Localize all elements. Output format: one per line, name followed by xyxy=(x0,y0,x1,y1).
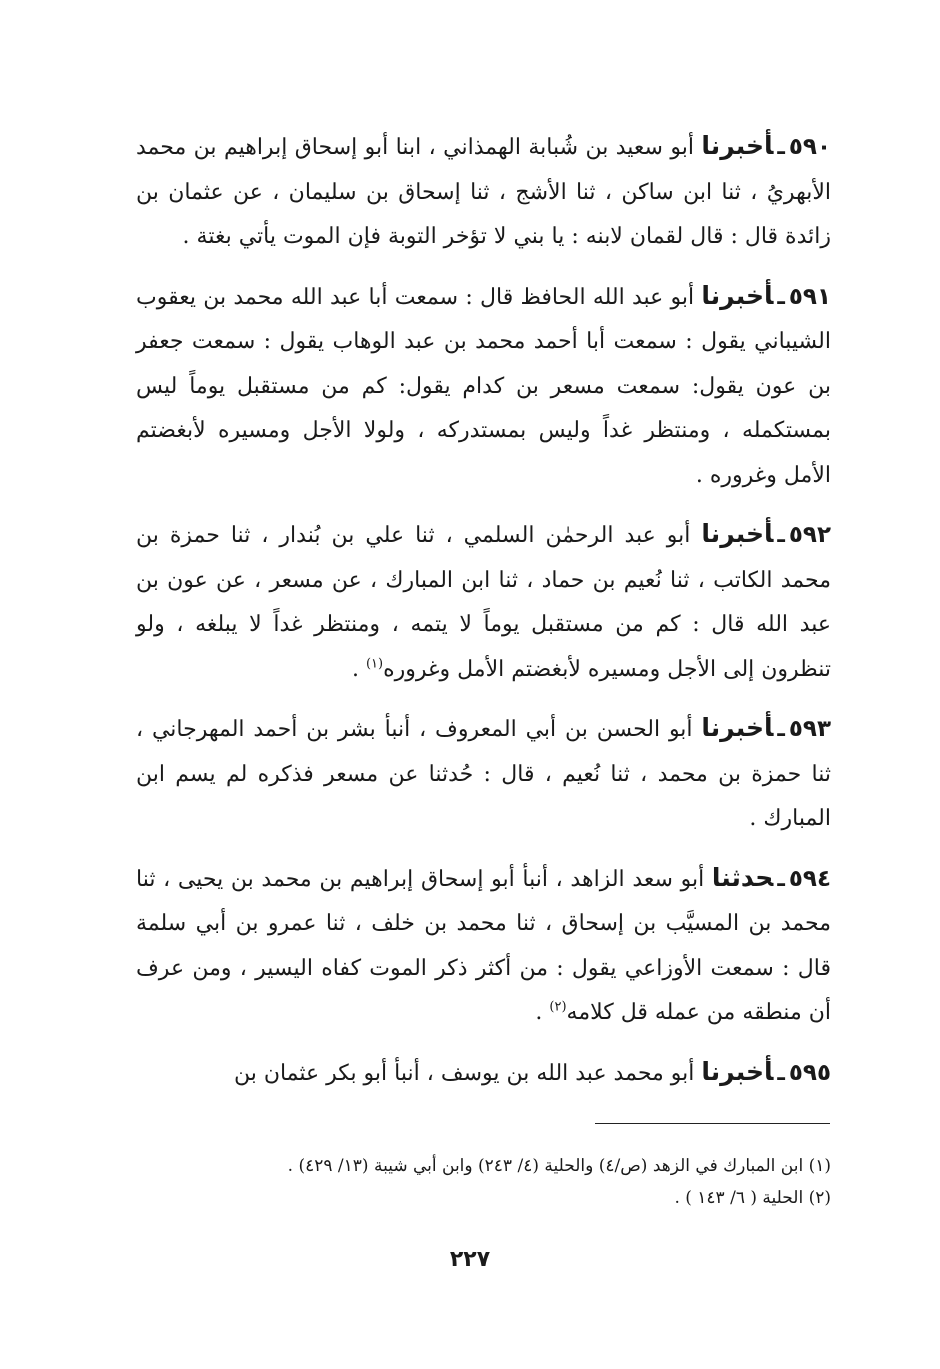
entry-dash: ـ xyxy=(777,717,785,742)
entry-text: أبو سعيد بن شُبابة الهمذاني ، ابنا أبو إسحاق إبراهيم بن محمد الأبهريُ ، ثنا ابن ساكن ، ثنا الأشج ، ثنا إسحاق بن سليمان ، عن عثمان بن زائدة قال : قال لقمان لابنه : يا بني لا تؤخر التوبة فإن الموت يأتي بغتة . xyxy=(136,135,831,249)
entry-592 xyxy=(136,512,831,692)
entry-text: أبو الحسن بن أبي المعروف ، أنبأ بشر بن أحمد المهرجاني ، ثنا حمزة بن محمد ، ثنا نُعيم ، قال : حُدثنا عن مسعر فذكره لم يسم ابن المبارك . xyxy=(136,717,831,831)
entry-keyword: أخبرنا xyxy=(701,131,774,160)
footnote-divider xyxy=(595,1123,830,1124)
entry-dash: ـ xyxy=(777,135,785,160)
entry-number: ٥٩٣ xyxy=(788,716,831,742)
entry-594 xyxy=(136,856,831,1036)
footnote-reference: (١) xyxy=(365,656,384,672)
footnote-1: (١) ابن المبارك في الزهد (ص/٤) والحلية (٤/ ٢٤٣) وابن أبي شيبة (١٣/ ٤٢٩) . xyxy=(287,1156,831,1176)
entry-595 xyxy=(136,1050,831,1097)
entry-number: ٥٩٠ xyxy=(788,134,832,160)
entry-number: ٥٩٤ xyxy=(788,865,831,892)
entry-dash: ـ xyxy=(777,866,785,892)
entry-number: ٥٩٢ xyxy=(788,522,832,548)
entry-590 xyxy=(136,124,831,260)
entry-keyword: أخبرنا xyxy=(701,519,774,548)
entry-text: أبو عبد الرحمٰن السلمي ، ثنا علي بن بُندار ، ثنا حمزة بن محمد الكاتب ، ثنا نُعيم بن حماد ، ثنا ابن المبارك ، عن مسعر ، عن عون بن عبد الله قال : كم من مستقبل يوماً لا يتمه ، ومنتظر غداً لا يبلغه ، ولو تنظرون إلى الأجل ومسيره لأبغضتم الأمل وغروره xyxy=(136,523,831,682)
entry-number: ٥٩٥ xyxy=(788,1059,831,1086)
entry-keyword: أخبرنا xyxy=(701,1056,774,1086)
entry-tail: . xyxy=(351,656,366,682)
footnotes xyxy=(136,1150,831,1214)
entry-tail: . xyxy=(535,1000,550,1025)
entry-dash: ـ xyxy=(777,1060,785,1086)
page-number: ٢٢٧ xyxy=(449,1247,491,1272)
footnote-reference: (٢) xyxy=(549,999,567,1015)
entry-keyword: أخبرنا xyxy=(701,713,774,742)
entry-number: ٥٩١ xyxy=(788,283,831,310)
entry-dash: ـ xyxy=(777,284,785,310)
entry-593 xyxy=(136,706,831,842)
main-text xyxy=(136,124,831,1110)
entry-keyword: أخبرنا xyxy=(701,280,774,310)
entry-text: أبو محمد عبد الله بن يوسف ، أنبأ أبو بكر عثمان بن xyxy=(233,1060,695,1086)
entry-keyword: حدثنا xyxy=(711,862,774,892)
footnote-2: (٢) الحلية ( ٦/ ١٤٣ ) . xyxy=(674,1188,831,1208)
entry-text: أبو سعد الزاهد ، أنبأ أبو إسحاق إبراهيم بن محمد بن يحيى ، ثنا محمد بن المسيَّب بن إسحاق ، ثنا محمد بن خلف ، ثنا عمرو بن أبي سلمة قال : سمعت الأوزاعي يقول : من أكثر ذكر الموت كفاه اليسير ، ومن عرف أن منطقه من عمله قل كلامه xyxy=(136,866,831,1025)
entry-dash: ـ xyxy=(777,523,785,548)
entry-text: أبو عبد الله الحافظ قال : سمعت أبا عبد الله محمد بن يعقوب الشيباني يقول : سمعت أبا أحمد محمد بن عبد الوهاب يقول : سمعت جعفر بن عون يقول: سمعت مسعر بن كدام يقول: كم من مستقبل يوماً ليس بمستكمله ، ومنتظر غداً وليس بمستدركه ، ولولا الأجل ومسيره لأبغضتم الأمل وغروره . xyxy=(136,284,831,488)
entry-591 xyxy=(136,274,831,499)
